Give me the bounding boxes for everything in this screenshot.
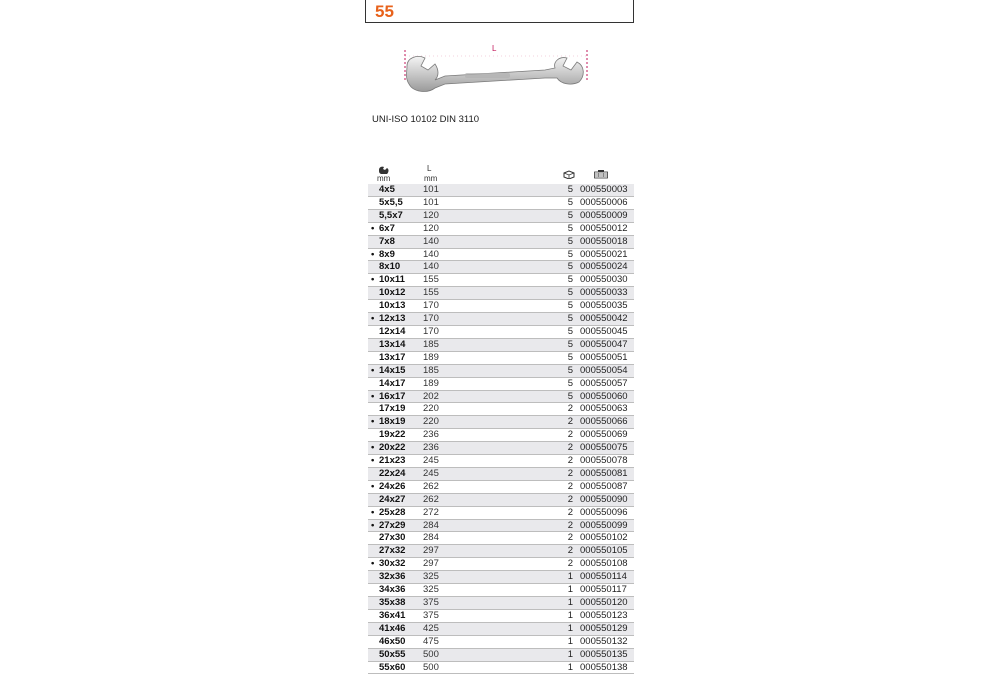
item-code-cell: 000550021 (580, 248, 628, 260)
size-cell (371, 249, 426, 262)
size-value: 22x24 (379, 467, 406, 479)
item-code-cell: 000550087 (580, 480, 628, 492)
size-cell (371, 313, 426, 326)
new-item-bullet: • (371, 519, 375, 531)
item-code-cell: 000550132 (580, 635, 628, 647)
size-value: 13x17 (379, 351, 406, 363)
pack-qty-cell: 5 (567, 222, 573, 234)
length-cell: 500 (423, 661, 439, 673)
pack-qty-cell: 5 (567, 300, 573, 312)
pack-qty-cell: 5 (567, 287, 573, 299)
size-cell (371, 558, 426, 571)
size-value: 8x9 (379, 248, 395, 260)
new-item-bullet: • (371, 222, 375, 234)
item-code-cell: 000550123 (580, 609, 628, 621)
length-cell: 475 (423, 635, 439, 647)
size-value: 32x36 (379, 571, 406, 583)
table-row (368, 365, 634, 378)
item-code-cell: 000550114 (580, 571, 627, 583)
size-value: 30x32 (379, 558, 406, 570)
size-cell (371, 236, 426, 249)
pack-qty-cell: 1 (567, 622, 573, 634)
pack-qty-cell: 5 (567, 184, 573, 195)
size-value: 27x29 (379, 519, 406, 531)
size-value: 27x32 (379, 545, 406, 557)
item-code-cell: 000550066 (580, 416, 628, 428)
length-cell: 425 (423, 622, 439, 634)
table-row (368, 597, 634, 610)
item-code-cell: 000550075 (580, 442, 628, 454)
size-value: 5,5x7 (379, 209, 403, 221)
item-code-cell: 000550135 (580, 648, 628, 660)
pack-qty-cell: 5 (567, 351, 573, 363)
length-cell: 272 (423, 506, 439, 518)
size-cell (371, 261, 426, 274)
size-value: 14x17 (379, 377, 406, 389)
table-row (368, 287, 634, 300)
item-code-cell: 000550069 (580, 429, 628, 441)
length-cell: 140 (423, 261, 439, 273)
pack-qty-cell: 2 (567, 506, 573, 518)
pack-qty-cell: 5 (567, 261, 573, 273)
table-row (368, 636, 634, 649)
pack-qty-cell: 2 (567, 467, 573, 479)
table-row (368, 429, 634, 442)
length-cell: 245 (423, 455, 439, 467)
pack-qty-cell: 1 (567, 648, 573, 660)
size-cell (371, 532, 426, 545)
size-value: 24x27 (379, 493, 406, 505)
length-cell: 170 (423, 325, 439, 337)
length-dimension-label: L (492, 44, 497, 53)
length-cell: 297 (423, 545, 439, 557)
size-cell (371, 468, 426, 481)
table-row (368, 352, 634, 365)
length-cell: 375 (423, 597, 439, 608)
pack-qty-cell: 5 (567, 325, 573, 337)
length-cell: 262 (423, 480, 439, 492)
table-row (368, 197, 634, 210)
length-cell: 236 (423, 442, 439, 454)
item-code-cell: 000550060 (580, 390, 628, 402)
item-code-cell: 000550063 (580, 403, 628, 415)
length-cell: 189 (423, 377, 439, 389)
new-item-bullet: • (371, 455, 375, 467)
size-value: 10x12 (379, 287, 406, 299)
table-row (368, 249, 634, 262)
table-row (368, 210, 634, 223)
size-value: 41x46 (379, 622, 406, 634)
table-row (368, 300, 634, 313)
item-code-cell: 000550042 (580, 313, 628, 325)
size-cell (371, 442, 426, 455)
length-cell: 170 (423, 300, 439, 312)
item-code-cell: 000550006 (580, 196, 628, 208)
new-item-bullet: • (371, 313, 375, 325)
length-cell: 375 (423, 609, 439, 621)
length-cell: 245 (423, 467, 439, 479)
item-code-cell: 000550090 (580, 493, 628, 505)
size-cell (371, 197, 426, 210)
size-value: 34x36 (379, 584, 406, 596)
pack-qty-cell: 5 (567, 209, 573, 221)
barcode-icon (594, 166, 608, 184)
size-table (368, 162, 634, 674)
new-item-bullet: • (371, 248, 375, 260)
table-header (368, 162, 634, 184)
new-item-bullet: • (371, 480, 375, 492)
length-header-label: L (427, 164, 432, 173)
size-cell (371, 184, 426, 197)
item-code-cell: 000550018 (580, 235, 628, 247)
table-row (368, 339, 634, 352)
size-cell (371, 223, 426, 236)
size-value: 35x38 (379, 597, 406, 608)
table-body (368, 184, 634, 674)
size-value: 4x5 (379, 184, 395, 195)
pack-qty-cell: 1 (567, 597, 573, 608)
length-cell: 284 (423, 519, 439, 531)
table-row (368, 455, 634, 468)
size-value: 55x60 (379, 661, 406, 673)
pack-qty-cell: 1 (567, 661, 573, 673)
table-row (368, 481, 634, 494)
length-cell: 185 (423, 338, 439, 350)
product-number: 55 (375, 2, 394, 21)
table-row (368, 223, 634, 236)
item-code-cell: 000550009 (580, 209, 628, 221)
size-value: 7x8 (379, 235, 395, 247)
table-row (368, 261, 634, 274)
size-cell (371, 274, 426, 287)
size-cell (371, 300, 426, 313)
size-cell (371, 429, 426, 442)
length-cell: 140 (423, 248, 439, 260)
new-item-bullet: • (371, 506, 375, 518)
size-cell (371, 520, 426, 533)
size-cell (371, 494, 426, 507)
size-value: 19x22 (379, 429, 406, 441)
item-code-cell: 000550012 (580, 222, 628, 234)
table-row (368, 416, 634, 429)
length-cell: 284 (423, 532, 439, 544)
pack-qty-cell: 2 (567, 403, 573, 415)
size-cell (371, 287, 426, 300)
pack-qty-cell: 2 (567, 442, 573, 454)
item-code-cell: 000550108 (580, 558, 628, 570)
table-row (368, 545, 634, 558)
item-code-cell: 000550102 (580, 532, 628, 544)
pack-qty-cell: 5 (567, 364, 573, 376)
pack-qty-cell: 5 (567, 313, 573, 325)
item-code-cell: 000550117 (580, 584, 627, 596)
pack-qty-cell: 2 (567, 532, 573, 544)
size-cell (371, 365, 426, 378)
size-cell (371, 339, 426, 352)
new-item-bullet: • (371, 442, 375, 454)
size-value: 6x7 (379, 222, 395, 234)
catalog-header (365, 0, 634, 23)
item-code-cell: 000550099 (580, 519, 628, 531)
length-cell: 262 (423, 493, 439, 505)
length-cell: 170 (423, 313, 439, 325)
table-row (368, 184, 634, 197)
size-cell (371, 326, 426, 339)
size-cell (371, 455, 426, 468)
table-row (368, 571, 634, 584)
pack-qty-cell: 2 (567, 480, 573, 492)
length-cell: 325 (423, 571, 439, 583)
item-code-cell: 000550051 (580, 351, 628, 363)
length-cell: 101 (423, 184, 439, 195)
item-code-cell: 000550138 (580, 661, 628, 673)
item-code-cell: 000550120 (580, 597, 628, 608)
table-row (368, 391, 634, 404)
table-row (368, 313, 634, 326)
item-code-cell: 000550024 (580, 261, 628, 273)
item-code-cell: 000550054 (580, 364, 628, 376)
size-value: 18x19 (379, 416, 406, 428)
length-cell: 236 (423, 429, 439, 441)
pack-qty-cell: 5 (567, 248, 573, 260)
length-cell: 297 (423, 558, 439, 570)
size-cell (371, 210, 426, 223)
pack-qty-cell: 5 (567, 390, 573, 402)
size-value: 8x10 (379, 261, 401, 273)
pack-qty-cell: 2 (567, 545, 573, 557)
size-value: 14x15 (379, 364, 406, 376)
table-row (368, 378, 634, 391)
pack-qty-cell: 1 (567, 584, 573, 596)
new-item-bullet: • (371, 364, 375, 376)
length-cell: 120 (423, 209, 439, 221)
item-code-cell: 000550096 (580, 506, 628, 518)
size-value: 36x41 (379, 609, 406, 621)
size-value: 25x28 (379, 506, 406, 518)
length-cell: 185 (423, 364, 439, 376)
size-value: 50x55 (379, 648, 406, 660)
pack-qty-cell: 1 (567, 571, 573, 583)
size-cell (371, 352, 426, 365)
length-cell: 120 (423, 222, 439, 234)
size-cell (371, 403, 426, 416)
length-cell: 500 (423, 648, 439, 660)
table-row (368, 584, 634, 597)
table-row (368, 558, 634, 571)
item-code-cell: 000550057 (580, 377, 628, 389)
size-unit-label: mm (377, 174, 391, 183)
item-code-cell: 000550081 (580, 467, 628, 479)
size-cell (371, 623, 426, 636)
pack-qty-cell: 1 (567, 635, 573, 647)
length-cell: 220 (423, 403, 439, 415)
size-cell (371, 662, 426, 675)
size-cell (371, 378, 426, 391)
item-code-cell: 000550030 (580, 274, 628, 286)
table-row (368, 623, 634, 636)
size-cell (371, 649, 426, 662)
length-cell: 220 (423, 416, 439, 428)
table-row (368, 468, 634, 481)
length-unit-label: mm (424, 174, 438, 183)
pack-qty-cell: 5 (567, 196, 573, 208)
table-row (368, 326, 634, 339)
pack-qty-cell: 2 (567, 429, 573, 441)
table-row (368, 520, 634, 533)
size-cell (371, 545, 426, 558)
size-cell (371, 610, 426, 623)
table-row (368, 649, 634, 662)
size-value: 10x13 (379, 300, 406, 312)
table-row (368, 507, 634, 520)
size-cell (371, 507, 426, 520)
item-code-cell: 000550047 (580, 338, 628, 350)
item-code-cell: 000550033 (580, 287, 628, 299)
size-cell (371, 636, 426, 649)
table-row (368, 532, 634, 545)
size-value: 27x30 (379, 532, 406, 544)
pack-qty-cell: 2 (567, 416, 573, 428)
item-code-cell: 000550035 (580, 300, 628, 312)
size-cell (371, 391, 426, 404)
item-code-cell: 000550105 (580, 545, 628, 557)
length-cell: 189 (423, 351, 439, 363)
new-item-bullet: • (371, 558, 375, 570)
size-cell (371, 584, 426, 597)
size-value: 46x50 (379, 635, 406, 647)
standards-text: UNI-ISO 10102 DIN 3110 (372, 114, 480, 125)
size-value: 21x23 (379, 455, 406, 467)
size-value: 17x19 (379, 403, 406, 415)
size-value: 24x26 (379, 480, 406, 492)
wrench-drawing (395, 40, 595, 110)
size-value: 12x13 (379, 313, 406, 325)
table-row (368, 494, 634, 507)
item-code-cell: 000550045 (580, 325, 628, 337)
new-item-bullet: • (371, 274, 375, 286)
pack-qty-cell: 2 (567, 455, 573, 467)
pack-qty-cell: 5 (567, 235, 573, 247)
pack-qty-cell: 5 (567, 338, 573, 350)
table-row (368, 662, 634, 675)
length-cell: 140 (423, 235, 439, 247)
box-icon (563, 166, 575, 184)
length-cell: 155 (423, 274, 439, 286)
table-row (368, 236, 634, 249)
table-row (368, 274, 634, 287)
item-code-cell: 000550003 (580, 184, 628, 195)
size-value: 10x11 (379, 274, 405, 286)
size-cell (371, 481, 426, 494)
size-value: 13x14 (379, 338, 406, 350)
size-cell (371, 416, 426, 429)
pack-qty-cell: 2 (567, 493, 573, 505)
size-cell (371, 571, 426, 584)
size-value: 16x17 (379, 390, 406, 402)
size-value: 12x14 (379, 325, 406, 337)
length-cell: 101 (423, 196, 439, 208)
size-value: 20x22 (379, 442, 406, 454)
table-row (368, 610, 634, 623)
pack-qty-cell: 1 (567, 609, 573, 621)
pack-qty-cell: 5 (567, 377, 573, 389)
item-code-cell: 000550129 (580, 622, 628, 634)
length-cell: 202 (423, 390, 439, 402)
table-row (368, 403, 634, 416)
length-cell: 325 (423, 584, 439, 596)
pack-qty-cell: 2 (567, 519, 573, 531)
length-cell: 155 (423, 287, 439, 299)
pack-qty-cell: 2 (567, 558, 573, 570)
new-item-bullet: • (371, 416, 375, 428)
size-cell (371, 597, 426, 610)
table-row (368, 442, 634, 455)
size-value: 5x5,5 (379, 196, 403, 208)
new-item-bullet: • (371, 390, 375, 402)
pack-qty-cell: 5 (567, 274, 573, 286)
item-code-cell: 000550078 (580, 455, 628, 467)
